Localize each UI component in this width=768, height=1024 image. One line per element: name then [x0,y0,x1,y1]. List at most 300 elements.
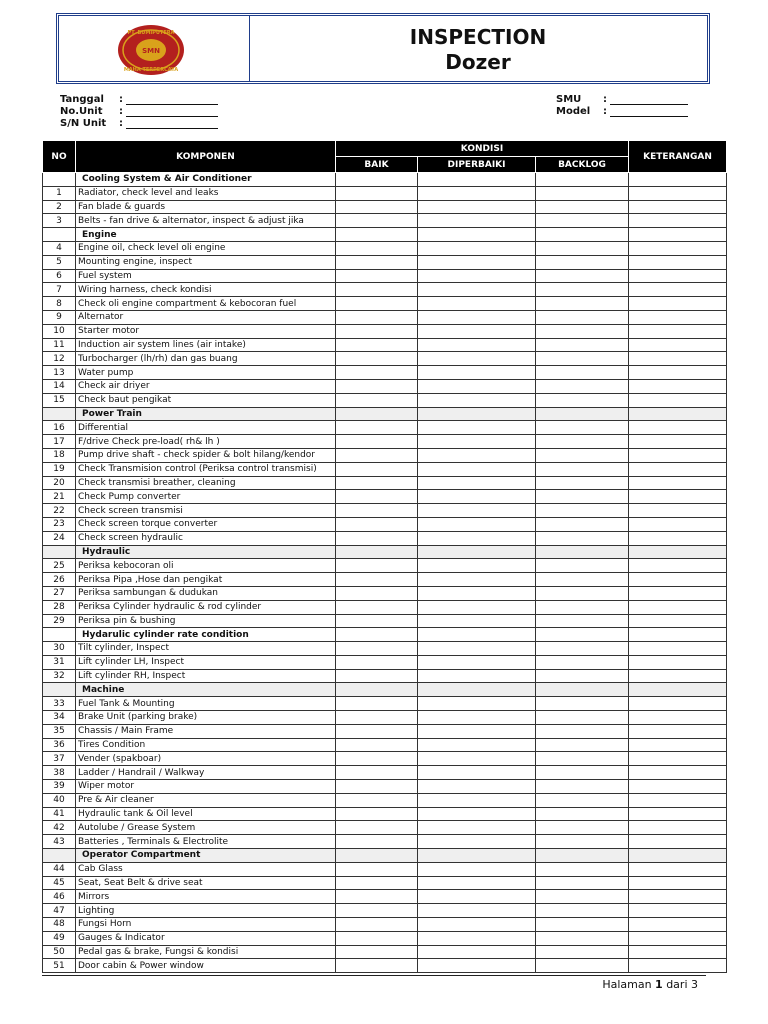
keterangan-cell[interactable] [629,241,727,255]
diperbaiki-cell[interactable] [418,959,536,973]
diperbaiki-cell[interactable] [418,421,536,435]
keterangan-cell[interactable] [629,780,727,794]
keterangan-cell[interactable] [629,642,727,656]
keterangan-cell [629,683,727,697]
diperbaiki-cell[interactable] [418,711,536,725]
table-row [43,711,727,725]
table-header-row [43,141,727,157]
baik-cell[interactable] [336,766,418,780]
baik-cell[interactable] [336,614,418,628]
row-number: 43 [43,835,76,849]
component-name: Differential [76,421,336,435]
diperbaiki-cell[interactable] [418,214,536,228]
diperbaiki-cell[interactable] [418,559,536,573]
baik-cell [336,628,418,642]
field-sn-unit[interactable] [60,118,218,130]
table-row [43,379,727,393]
baik-cell[interactable] [336,448,418,462]
baik-cell[interactable] [336,559,418,573]
diperbaiki-cell[interactable] [418,876,536,890]
diperbaiki-cell[interactable] [418,393,536,407]
baik-cell[interactable] [336,807,418,821]
backlog-cell[interactable] [536,490,629,504]
baik-cell[interactable] [336,642,418,656]
keterangan-cell[interactable] [629,586,727,600]
keterangan-cell[interactable] [629,821,727,835]
diperbaiki-cell[interactable] [418,324,536,338]
backlog-cell[interactable] [536,241,629,255]
diperbaiki-cell[interactable] [418,904,536,918]
section-title: Hydraulic [76,545,336,559]
diperbaiki-cell[interactable] [418,517,536,531]
backlog-cell[interactable] [536,283,629,297]
baik-cell[interactable] [336,269,418,283]
diperbaiki-cell[interactable] [418,642,536,656]
baik-cell[interactable] [336,573,418,587]
backlog-cell[interactable] [536,310,629,324]
table-row [43,752,727,766]
backlog-cell[interactable] [536,669,629,683]
backlog-cell[interactable] [536,697,629,711]
diperbaiki-cell[interactable] [418,366,536,380]
row-number: 16 [43,421,76,435]
backlog-cell[interactable] [536,780,629,794]
keterangan-cell[interactable] [629,297,727,311]
baik-cell[interactable] [336,393,418,407]
backlog-cell[interactable] [536,807,629,821]
keterangan-cell[interactable] [629,310,727,324]
section-title: Power Train [76,407,336,421]
keterangan-cell[interactable] [629,890,727,904]
baik-cell[interactable] [336,821,418,835]
backlog-cell[interactable] [536,724,629,738]
keterangan-cell[interactable] [629,517,727,531]
backlog-cell[interactable] [536,821,629,835]
diperbaiki-cell[interactable] [418,283,536,297]
keterangan-cell[interactable] [629,393,727,407]
diperbaiki-cell[interactable] [418,476,536,490]
row-number: 24 [43,531,76,545]
row-number: 46 [43,890,76,904]
backlog-cell[interactable] [536,573,629,587]
backlog-cell[interactable] [536,297,629,311]
baik-cell[interactable] [336,338,418,352]
header-box [56,13,710,84]
col-keterangan-header: KETERANGAN [629,141,727,173]
keterangan-cell[interactable] [629,945,727,959]
diperbaiki-cell[interactable] [418,586,536,600]
backlog-cell[interactable] [536,393,629,407]
backlog-cell [536,849,629,863]
diperbaiki-cell[interactable] [418,462,536,476]
backlog-cell[interactable] [536,890,629,904]
baik-cell[interactable] [336,835,418,849]
diperbaiki-cell[interactable] [418,186,536,200]
baik-cell[interactable] [336,283,418,297]
component-name: Tires Condition [76,738,336,752]
backlog-cell[interactable] [536,421,629,435]
keterangan-cell[interactable] [629,752,727,766]
diperbaiki-cell[interactable] [418,766,536,780]
baik-cell[interactable] [336,255,418,269]
backlog-cell[interactable] [536,642,629,656]
diperbaiki-cell[interactable] [418,531,536,545]
keterangan-cell[interactable] [629,421,727,435]
backlog-cell[interactable] [536,366,629,380]
diperbaiki-cell[interactable] [418,504,536,518]
backlog-cell[interactable] [536,517,629,531]
component-name: Starter motor [76,324,336,338]
component-name: Tilt cylinder, Inspect [76,642,336,656]
baik-cell[interactable] [336,918,418,932]
component-name: Lighting [76,904,336,918]
keterangan-cell[interactable] [629,711,727,725]
component-name: Lift cylinder LH, Inspect [76,655,336,669]
baik-cell[interactable] [336,214,418,228]
keterangan-cell[interactable] [629,862,727,876]
diperbaiki-cell[interactable] [418,780,536,794]
section-no-cell [43,407,76,421]
keterangan-cell[interactable] [629,490,727,504]
backlog-cell[interactable] [536,945,629,959]
keterangan-cell[interactable] [629,766,727,780]
baik-cell[interactable] [336,517,418,531]
baik-cell[interactable] [336,945,418,959]
row-number: 14 [43,379,76,393]
backlog-cell[interactable] [536,531,629,545]
baik-cell[interactable] [336,379,418,393]
keterangan-cell[interactable] [629,324,727,338]
diperbaiki-cell[interactable] [418,490,536,504]
document-title: INSPECTION [409,25,547,49]
baik-cell[interactable] [336,200,418,214]
backlog-cell[interactable] [536,255,629,269]
keterangan-cell[interactable] [629,379,727,393]
field-smu[interactable] [556,94,688,106]
backlog-cell[interactable] [536,655,629,669]
keterangan-cell[interactable] [629,600,727,614]
baik-cell[interactable] [336,352,418,366]
keterangan-cell[interactable] [629,918,727,932]
baik-cell[interactable] [336,310,418,324]
component-name: Pump drive shaft - check spider & bolt hilang/kendor [76,448,336,462]
table-row [43,669,727,683]
backlog-cell[interactable] [536,586,629,600]
diperbaiki-cell[interactable] [418,435,536,449]
backlog-cell[interactable] [536,476,629,490]
table-row [43,297,727,311]
row-number: 32 [43,669,76,683]
baik-cell[interactable] [336,586,418,600]
component-name: Check screen transmisi [76,504,336,518]
diperbaiki-cell[interactable] [418,931,536,945]
diperbaiki-cell[interactable] [418,724,536,738]
keterangan-cell[interactable] [629,448,727,462]
baik-cell[interactable] [336,738,418,752]
keterangan-cell[interactable] [629,269,727,283]
keterangan-cell[interactable] [629,931,727,945]
diperbaiki-cell[interactable] [418,255,536,269]
baik-cell[interactable] [336,724,418,738]
baik-cell[interactable] [336,462,418,476]
section-title: Machine [76,683,336,697]
logo-cell [59,16,250,81]
keterangan-cell[interactable] [629,724,727,738]
company-logo [116,23,186,77]
baik-cell[interactable] [336,655,418,669]
baik-cell[interactable] [336,435,418,449]
keterangan-cell[interactable] [629,255,727,269]
section-no-cell [43,628,76,642]
table-row [43,241,727,255]
backlog-cell[interactable] [536,379,629,393]
keterangan-cell[interactable] [629,462,727,476]
backlog-cell[interactable] [536,711,629,725]
row-number: 4 [43,241,76,255]
table-row [43,655,727,669]
backlog-cell[interactable] [536,614,629,628]
keterangan-cell[interactable] [629,904,727,918]
component-name: Periksa pin & bushing [76,614,336,628]
diperbaiki-cell[interactable] [418,297,536,311]
keterangan-cell[interactable] [629,835,727,849]
backlog-cell[interactable] [536,435,629,449]
backlog-cell[interactable] [536,269,629,283]
field-blank-line[interactable] [610,94,688,105]
keterangan-cell[interactable] [629,186,727,200]
backlog-cell[interactable] [536,324,629,338]
baik-cell[interactable] [336,366,418,380]
field-tanggal[interactable] [60,94,218,106]
keterangan-cell[interactable] [629,559,727,573]
field-blank-line[interactable] [610,106,688,117]
backlog-cell[interactable] [536,462,629,476]
row-number: 31 [43,655,76,669]
backlog-cell[interactable] [536,559,629,573]
component-name: Fungsi Horn [76,918,336,932]
diperbaiki-cell[interactable] [418,738,536,752]
baik-cell[interactable] [336,752,418,766]
baik-cell[interactable] [336,890,418,904]
baik-cell[interactable] [336,504,418,518]
keterangan-cell[interactable] [629,531,727,545]
diperbaiki-cell [418,628,536,642]
diperbaiki-cell[interactable] [418,752,536,766]
diperbaiki-cell[interactable] [418,338,536,352]
keterangan-cell[interactable] [629,738,727,752]
row-number: 37 [43,752,76,766]
backlog-cell[interactable] [536,904,629,918]
component-name: Belts - fan drive & alternator, inspect & adjust jika [76,214,336,228]
table-row [43,504,727,518]
diperbaiki-cell[interactable] [418,862,536,876]
diperbaiki-cell [418,849,536,863]
table-row [43,200,727,214]
diperbaiki-cell[interactable] [418,379,536,393]
component-name: Hydraulic tank & Oil level [76,807,336,821]
diperbaiki-cell[interactable] [418,793,536,807]
baik-cell[interactable] [336,711,418,725]
keterangan-cell[interactable] [629,959,727,973]
table-row [43,642,727,656]
table-row [43,738,727,752]
diperbaiki-cell[interactable] [418,945,536,959]
table-row [43,724,727,738]
row-number: 30 [43,642,76,656]
component-name: F/drive Check pre-load( rh& lh ) [76,435,336,449]
diperbaiki-cell[interactable] [418,669,536,683]
row-number: 9 [43,310,76,324]
field-no-unit[interactable] [60,106,218,118]
backlog-cell[interactable] [536,959,629,973]
baik-cell[interactable] [336,476,418,490]
backlog-cell[interactable] [536,918,629,932]
baik-cell[interactable] [336,959,418,973]
row-number: 48 [43,918,76,932]
diperbaiki-cell[interactable] [418,241,536,255]
baik-cell[interactable] [336,531,418,545]
backlog-cell[interactable] [536,752,629,766]
baik-cell[interactable] [336,931,418,945]
component-name: Pre & Air cleaner [76,793,336,807]
meta-left [60,94,218,130]
baik-cell[interactable] [336,876,418,890]
baik-cell[interactable] [336,697,418,711]
diperbaiki-cell[interactable] [418,310,536,324]
backlog-cell[interactable] [536,835,629,849]
diperbaiki-cell[interactable] [418,573,536,587]
backlog-cell[interactable] [536,876,629,890]
table-row [43,490,727,504]
backlog-cell[interactable] [536,738,629,752]
field-blank-line[interactable] [126,106,218,117]
keterangan-cell[interactable] [629,614,727,628]
diperbaiki-cell[interactable] [418,835,536,849]
keterangan-cell[interactable] [629,283,727,297]
field-blank-line[interactable] [126,94,218,105]
document-subtitle: Dozer [445,50,511,74]
diperbaiki-cell[interactable] [418,448,536,462]
keterangan-cell[interactable] [629,876,727,890]
backlog-cell[interactable] [536,200,629,214]
keterangan-cell[interactable] [629,697,727,711]
keterangan-cell[interactable] [629,573,727,587]
table-row [43,531,727,545]
backlog-cell[interactable] [536,352,629,366]
backlog-cell[interactable] [536,448,629,462]
component-name: Radiator, check level and leaks [76,186,336,200]
baik-cell[interactable] [336,862,418,876]
table-row [43,890,727,904]
diperbaiki-cell[interactable] [418,655,536,669]
backlog-cell[interactable] [536,862,629,876]
baik-cell[interactable] [336,780,418,794]
diperbaiki-cell [418,683,536,697]
table-body [43,173,727,973]
table-row [43,476,727,490]
baik-cell[interactable] [336,669,418,683]
row-number: 47 [43,904,76,918]
row-number: 25 [43,559,76,573]
diperbaiki-cell[interactable] [418,821,536,835]
keterangan-cell[interactable] [629,476,727,490]
col-backlog-header: BACKLOG [536,157,629,173]
diperbaiki-cell[interactable] [418,352,536,366]
baik-cell[interactable] [336,297,418,311]
field-colon: : [119,94,123,105]
backlog-cell[interactable] [536,186,629,200]
keterangan-cell[interactable] [629,214,727,228]
section-row [43,228,727,242]
diperbaiki-cell[interactable] [418,600,536,614]
table-row [43,918,727,932]
section-title: Hydarulic cylinder rate condition [76,628,336,642]
col-komponen-header: KOMPONEN [76,141,336,173]
title-cell [249,16,707,81]
backlog-cell[interactable] [536,214,629,228]
keterangan-cell[interactable] [629,352,727,366]
keterangan-cell[interactable] [629,793,727,807]
baik-cell[interactable] [336,600,418,614]
backlog-cell[interactable] [536,766,629,780]
baik-cell[interactable] [336,904,418,918]
field-blank-line[interactable] [126,118,218,129]
diperbaiki-cell[interactable] [418,614,536,628]
keterangan-cell[interactable] [629,435,727,449]
keterangan-cell[interactable] [629,655,727,669]
logo-top-text: PT. BUMIPUTERA [127,30,175,36]
component-name: Lift cylinder RH, Inspect [76,669,336,683]
keterangan-cell[interactable] [629,338,727,352]
keterangan-cell[interactable] [629,366,727,380]
baik-cell[interactable] [336,324,418,338]
table-row [43,780,727,794]
table-row [43,269,727,283]
field-label: No.Unit [60,106,103,117]
component-name: Check screen torque converter [76,517,336,531]
baik-cell[interactable] [336,490,418,504]
backlog-cell[interactable] [536,504,629,518]
backlog-cell[interactable] [536,931,629,945]
keterangan-cell[interactable] [629,504,727,518]
section-row [43,849,727,863]
backlog-cell[interactable] [536,793,629,807]
component-name: Periksa Cylinder hydraulic & rod cylinder [76,600,336,614]
baik-cell[interactable] [336,793,418,807]
page-indicator [602,978,698,991]
diperbaiki-cell[interactable] [418,200,536,214]
keterangan-cell[interactable] [629,200,727,214]
baik-cell[interactable] [336,241,418,255]
row-number: 22 [43,504,76,518]
diperbaiki-cell[interactable] [418,890,536,904]
diperbaiki-cell[interactable] [418,697,536,711]
table-row [43,421,727,435]
backlog-cell[interactable] [536,338,629,352]
diperbaiki-cell[interactable] [418,269,536,283]
table-row [43,614,727,628]
backlog-cell[interactable] [536,600,629,614]
keterangan-cell[interactable] [629,807,727,821]
diperbaiki-cell[interactable] [418,807,536,821]
baik-cell[interactable] [336,186,418,200]
field-model[interactable] [556,106,688,118]
field-label: Tanggal [60,94,104,105]
page-prefix: Halaman [602,978,656,991]
baik-cell[interactable] [336,421,418,435]
diperbaiki-cell[interactable] [418,918,536,932]
keterangan-cell[interactable] [629,669,727,683]
